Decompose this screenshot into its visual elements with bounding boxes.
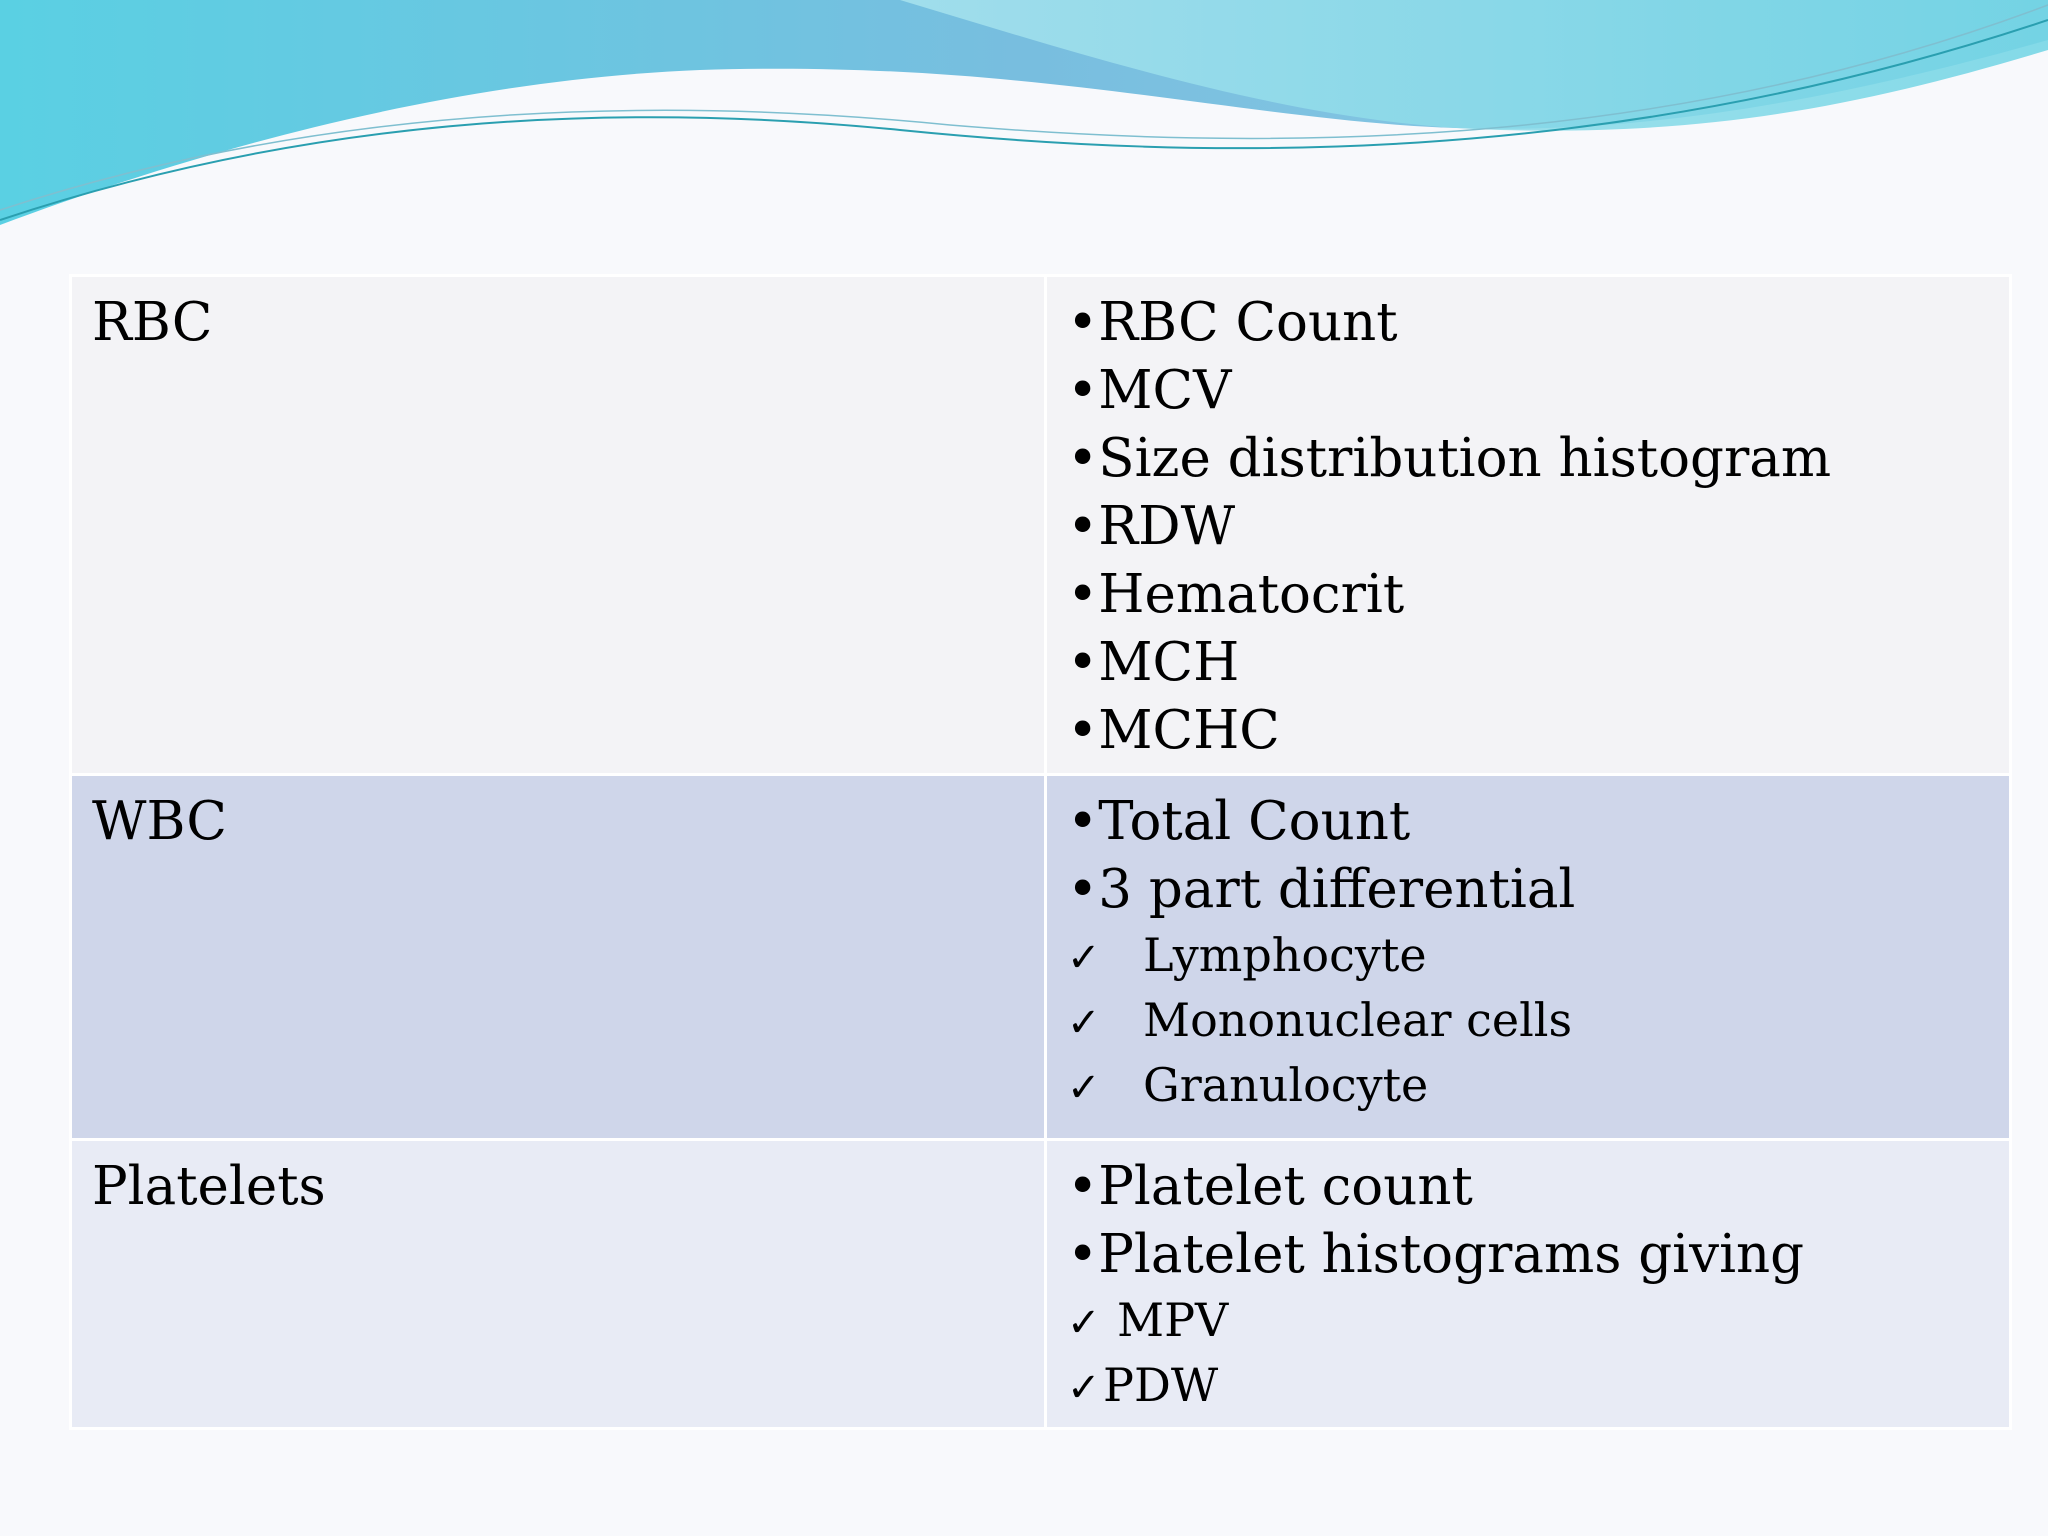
wbc-parameter-list xyxy=(1067,788,1989,1119)
check-list-item xyxy=(1067,1354,1989,1419)
check-icon: ✓ xyxy=(1067,935,1101,981)
row-label-platelets: Platelets xyxy=(71,1140,1046,1429)
platelet-parameter-list xyxy=(1067,1153,1989,1419)
row-content-wbc xyxy=(1046,775,2011,1140)
table-row-wbc xyxy=(71,775,2011,1140)
row-label-wbc: WBC xyxy=(71,775,1046,1140)
list-item: • MCV xyxy=(1067,357,1989,425)
check-list-item xyxy=(1067,1054,1989,1119)
check-list-item xyxy=(1067,989,1989,1054)
list-item: • 3 part differential xyxy=(1067,856,1989,924)
list-item: • Total Count xyxy=(1067,788,1989,856)
check-item-label: Mononuclear cells xyxy=(1143,993,1573,1047)
check-icon: ✓ xyxy=(1067,1300,1101,1346)
rbc-parameter-list xyxy=(1067,289,1989,765)
check-item-label: MPV xyxy=(1117,1293,1229,1347)
list-item: • Platelet histograms giving xyxy=(1067,1221,1989,1289)
table-row-rbc xyxy=(71,276,2011,775)
check-icon: ✓ xyxy=(1067,1365,1101,1411)
check-list-item xyxy=(1067,1289,1989,1354)
list-item: • Platelet count xyxy=(1067,1153,1989,1221)
row-content-platelets xyxy=(1046,1140,2011,1429)
check-item-label: PDW xyxy=(1103,1358,1219,1412)
header-wave-decoration xyxy=(0,0,2048,260)
check-item-label: Lymphocyte xyxy=(1143,928,1427,982)
check-icon: ✓ xyxy=(1067,1065,1101,1111)
hematology-parameters-table xyxy=(69,274,2012,1430)
table-row-platelets xyxy=(71,1140,2011,1429)
list-item: • MCH xyxy=(1067,629,1989,697)
check-icon: ✓ xyxy=(1067,1000,1101,1046)
row-label-rbc: RBC xyxy=(71,276,1046,775)
check-item-label: Granulocyte xyxy=(1143,1058,1429,1112)
list-item: • RBC Count xyxy=(1067,289,1989,357)
list-item: • MCHC xyxy=(1067,697,1989,765)
list-item: • RDW xyxy=(1067,493,1989,561)
check-list-item xyxy=(1067,924,1989,989)
list-item: • Size distribution histogram xyxy=(1067,425,1989,493)
row-content-rbc xyxy=(1046,276,2011,775)
list-item: • Hematocrit xyxy=(1067,561,1989,629)
